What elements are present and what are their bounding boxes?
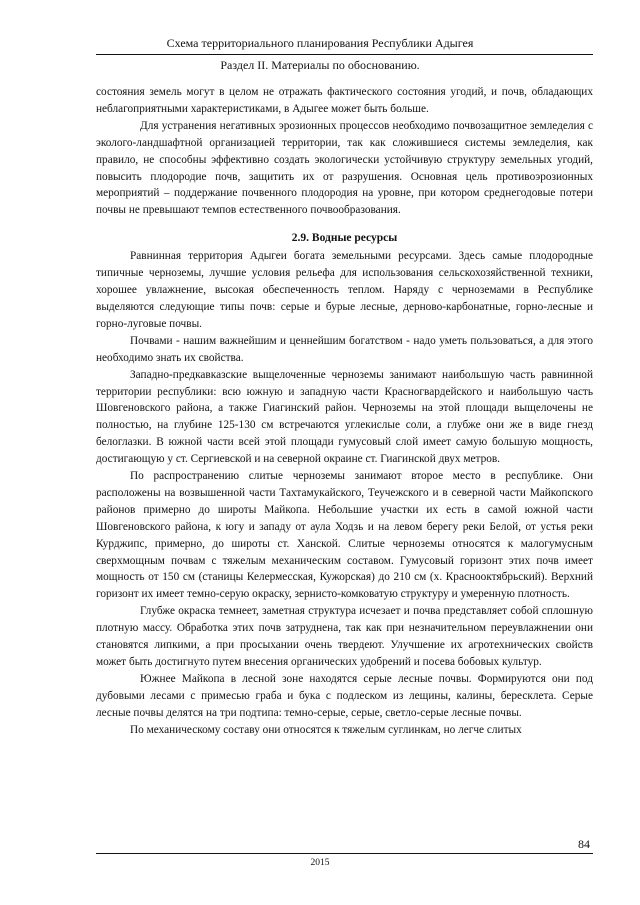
footer-divider [96,853,593,854]
page-number: 84 [578,837,590,851]
header-title: Схема территориального планирования Республики Адыгея [166,36,474,50]
footer-year: 2015 [310,858,330,868]
paragraph: Западно-предкавказские выщелоченные черноземы занимают наибольшую часть равнинной территории республики: всю южную и западную части Красногвардейского и наибольшую часть Шовгеновского района, а также Гиагинский район. Черноземы на этой площади выщелочены не полностью, на глубине 125-130 см встречаются углекислые соли, а глубже они же в виде гнезд белоглазки. В южной части всей этой площади гумусовый слой имеет самую большую мощность, достигающую у ст. Сергиевской и на северной окраине ст. Гиагинской двух метров. [96,368,593,466]
paragraph: Для устранения негативных эрозионных процессов необходимо почвозащитное земледелия с эколого-ландшафтной организацией территории, так как сложившиеся системы земледелия, как правило, не способны эффективно создать экологически устойчивую структуру земельных угодий, повысить плодородие почв, защитить их от разрушения. Основная цель противоэрозионных мероприятий – поддержание почвенного плодородия на уровне, при котором среднегодовые потери почвы не превышают темпов естественного почвообразования. [96,119,593,217]
paragraph: состояния земель могут в целом не отражать фактического состояния угодий, и почв, обладающих неблагоприятными характеристиками, в Адыгее может быть больше. [96,86,593,115]
section-title: 2.9. Водные ресурсы [291,232,398,245]
paragraph: По распространению слитые черноземы занимают второе место в республике. Они расположены на возвышенной части Тахтамукайского, Теучежского и в северной части Майкопского районов примерно до широты Майкопа. Небольшие участки их есть в самой южной части Шовгеновского района, к югу и западу от аула Ходзь и на левом берегу реки Белой, от устья реки Курджипс, примерно, до широты ст. Ханской. Слитые черноземы относятся к малогумусным сверхмощным почвам с тяжелым механическим составом. Гумусовый горизонт этих почв имеет мощность от 150 см (станицы Келермесская, Кужорская) до 210 см (х. Краснооктябрьский). Верхний горизонт их имеет темно-серую окраску, зернисто-комковатую структуру и умеренную плотность. [96,470,593,601]
header-divider [96,54,593,55]
paragraph: Глубже окраска темнеет, заметная структура исчезает и почва представляет собой сплошную плотную массу. Обработка этих почв затруднена, так как при незначительном переувлажнении они становятся липкими, а при просыхании очень твердеют. Улучшение их агротехнических свойств может быть достигнуто путем внесения органических удобрений и посева бобовых культур. [96,605,593,668]
paragraph: По механическому составу они относятся к тяжелым суглинкам, но легче слитых [130,723,522,736]
paragraph: Южнее Майкопа в лесной зоне находятся серые лесные почвы. Формируются они под дубовыми лесами с примесью граба и бука с подлеском из лещины, калины, бересклета. Серые лесные почвы делятся на три подтипа: темно-серые, серые, светло-серые лесные почвы. [96,672,593,719]
document-body [96,84,593,739]
paragraph: Почвами - нашим важнейшим и ценнейшим богатством - надо уметь пользоваться, а для этого необходимо знать их свойства. [96,334,593,364]
header-subtitle: Раздел II. Материалы по обоснованию. [220,58,420,72]
paragraph: Равнинная территория Адыгеи богата земельными ресурсами. Здесь самые плодородные типичные черноземы, лучшие условия рельефа для использования сельскохозяйственной техники, хорошее увлажнение, высокая обеспеченность теплом. Наряду с черноземами в Республике выделяются следующие типы почв: серые и бурые лесные, дерново-карбонатные, горно-лесные и горно-луговые почвы. [96,250,593,330]
